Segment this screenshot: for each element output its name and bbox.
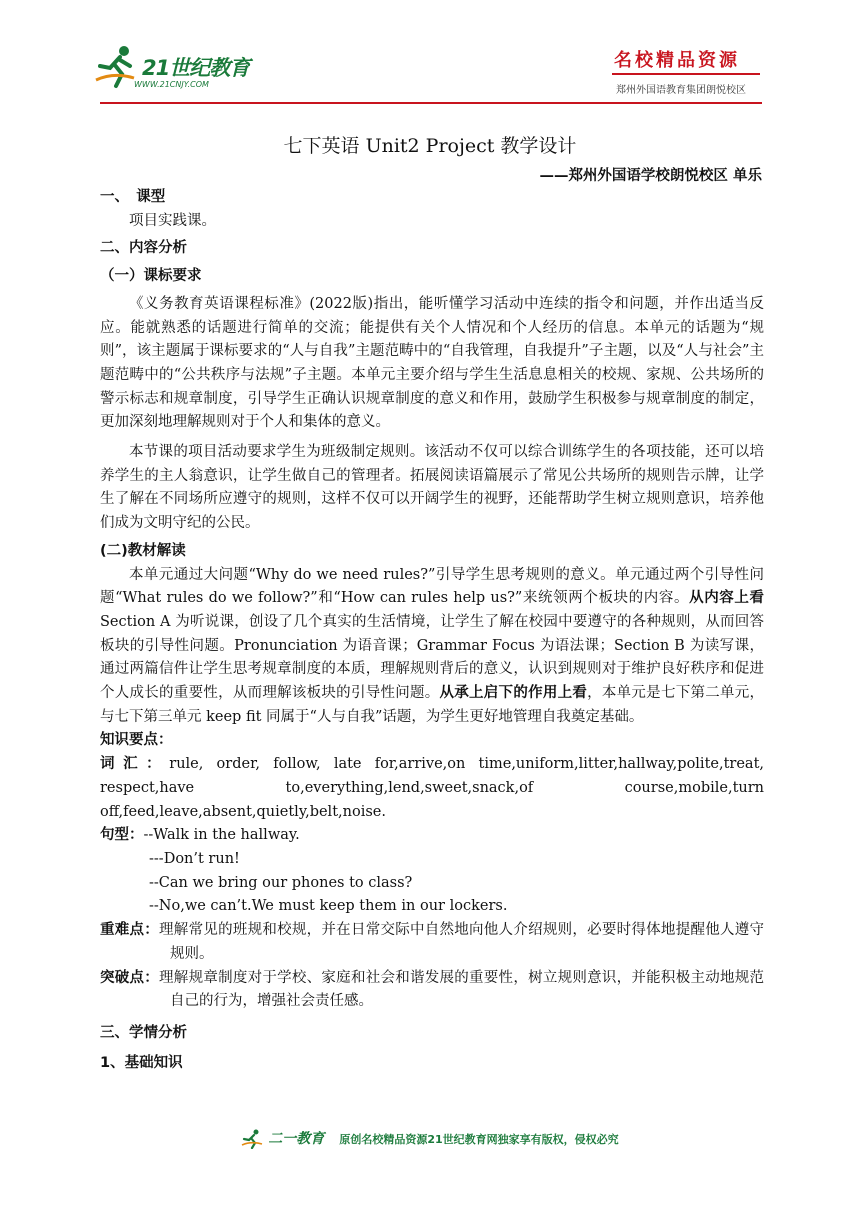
paragraph-curriculum: 《义务教育英语课程标准》(2022版)指出，能听懂学习活动中连续的指令和问题，并作出适当反应。能就熟悉的话题进行简单的交流；能提供有关个人情况和个人经历的信息。本单元的话题为“规则”，该主题属于课标要求的“人与自我”主题范畴中的“自我管理，自我提升”子主题，以及“人与社会”主题范畴中的“公共秩序与法规”子主题。本单元主要介绍与学生生活息息相关的校规、家规、公共场所的警示标志和规章制度，引导学生正确认识规章制度的意义和作用，鼓励学生积极参与规章制度的制定，更加深刻地理解规则对于个人和集体的意义。	[100, 295, 764, 431]
sentence-block	[100, 824, 764, 848]
brand-url: WWW.21CNJY.COM	[134, 80, 209, 89]
document-byline: ——郑州外国语学校朗悦校区 单乐	[539, 168, 762, 184]
sentence-1: --Walk in the hallway.	[143, 827, 300, 844]
sentence-3: --Can we bring our phones to class?	[149, 874, 413, 891]
textbook-content: Section A 为听说课，创设了几个真实的生活情境，让学生了解在校园中要遵守的各种规则，从而回答板块的引导性问题。Pronunciation 为语音课；Grammar Focus 为语法课；Section B 为读写课，通过两篇信件让学生思考规章制度的本质，理解规则背后的意义，认识到规则对于维护良好秩序和促进个人成长的重要性，从而理解该板块的引导性问题。	[100, 613, 764, 702]
footer-logo-text: 二一教育	[268, 1131, 325, 1147]
footer-runner-icon	[241, 1129, 263, 1149]
document-body	[100, 186, 764, 1075]
page-footer	[0, 1128, 860, 1149]
sentence-2: ---Don’t run!	[149, 850, 240, 867]
section-2-1-heading: （一）课标要求	[100, 268, 202, 285]
footer-copyright: 原创名校精品资源21世纪教育网独家享有版权，侵权必究	[339, 1132, 619, 1146]
breakthrough-label: 突破点：	[100, 969, 160, 986]
sentence-4: --No,we can’t.We must keep them in our lockers.	[149, 898, 508, 915]
sentence-label: 句型：	[100, 827, 144, 844]
textbook-link-label: 从承上启下的作用上看	[439, 685, 588, 702]
vocabulary-text: rule, order, follow, late for,arrive,on time,uniform,litter,hallway,polite,treat, respect,have to,everything,lend,sweet,snack,of course,mobile,turn off,feed,leave,absent,quietly,belt,noise.	[100, 756, 765, 820]
textbook-link: ，本单元是七下第二单元，与七下第三单元 keep fit 同属于“人与自我”话题，为学生更好地管理自我奠定基础。	[100, 685, 765, 725]
difficulty-text: 理解常见的班规和校规，并在日常交际中自然地向他人介绍规则，必要时得体地提醒他人遵守规则。	[159, 922, 764, 962]
paragraph-project: 本节课的项目活动要求学生为班级制定规则。该活动不仅可以综合训练学生的各项技能，还可以培养学生的主人翁意识，让学生做自己的管理者。拓展阅读语篇展示了常见公共场所的规则告示牌，让学生了解在不同场所应遵守的规则，这样不仅可以开阔学生的视野，还能帮助学生树立规则意识，培养他们成为文明守纪的公民。	[100, 444, 764, 532]
difficulty-block	[100, 919, 764, 966]
section-1-heading: 一、 课型	[100, 189, 166, 205]
breakthrough-text: 理解规章制度对于学校、家庭和社会和谐发展的重要性，树立规则意识，并能积极主动地规范自己的行为，增强社会责任感。	[159, 969, 764, 1010]
badge-title: 名校精品资源	[614, 50, 740, 71]
vocabulary-label: 词汇：	[100, 756, 170, 773]
section-2-2-heading: (二)教材解读	[100, 542, 186, 559]
runner-logo-icon	[94, 44, 138, 90]
brand-name: 21世纪教育	[142, 56, 250, 80]
difficulty-label: 重难点：	[100, 922, 160, 939]
badge-subtitle: 郑州外国语教育集团朗悦校区	[616, 85, 746, 96]
vocabulary-block	[100, 753, 764, 824]
document-title: 七下英语 Unit2 Project 教学设计	[283, 135, 577, 157]
footer-logo	[241, 1128, 324, 1149]
textbook-intro: 本单元通过大问题“Why do we need rules?”引导学生思考规则的意义。单元通过两个引导性问题“What rules do we follow?”和“How can rules help us?”来统领两个板块的内容。	[100, 566, 764, 607]
badge-divider	[612, 73, 760, 75]
section-2-heading: 二、内容分析	[100, 240, 187, 257]
section-3-heading: 三、学情分析	[100, 1024, 187, 1041]
site-logo	[94, 42, 264, 92]
section-1-text: 项目实践课。	[129, 212, 216, 229]
header-rule	[100, 102, 762, 104]
section-3-1-heading: 1、基础知识	[100, 1054, 183, 1071]
paragraph-textbook	[100, 564, 764, 730]
textbook-content-label: 从内容上看	[689, 590, 765, 607]
breakthrough-block	[100, 967, 764, 1014]
knowledge-points-heading: 知识要点：	[100, 732, 173, 749]
